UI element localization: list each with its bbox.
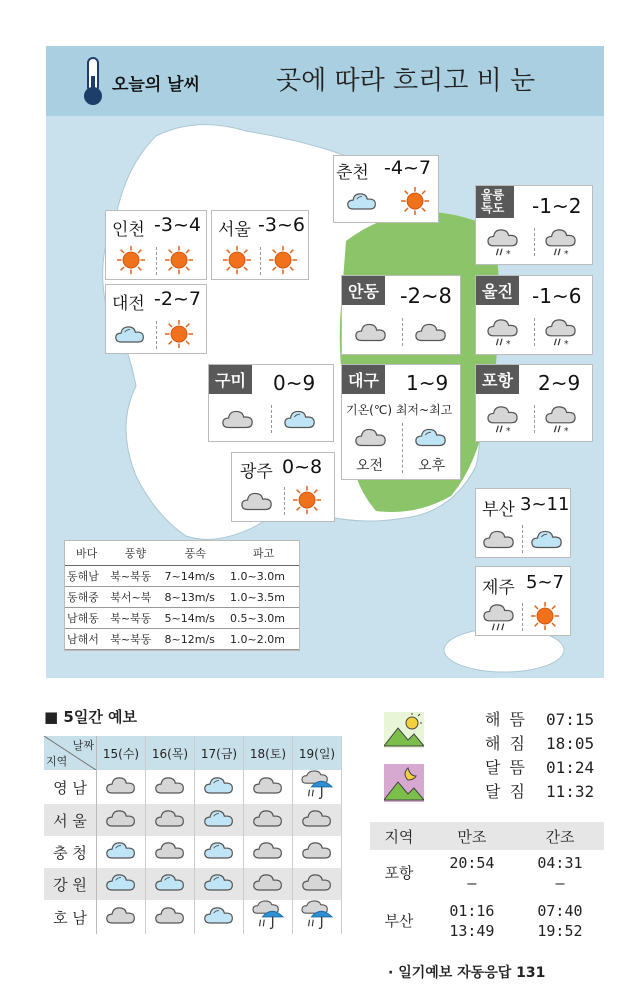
high-time-1: 01:16	[449, 902, 495, 920]
forecast-day: 17(금)	[195, 736, 244, 770]
cloud-icon	[244, 770, 293, 804]
sea-table-header	[65, 541, 299, 566]
rain-snow-icon	[486, 318, 520, 348]
cloud-icon	[354, 425, 388, 449]
forecast-row	[44, 868, 342, 900]
sun-icon	[164, 319, 194, 349]
low-time-1: 07:40	[537, 902, 583, 920]
cloud-light-icon	[114, 323, 146, 345]
city-card-gwangju	[231, 452, 335, 522]
low-time-2: –	[555, 874, 565, 892]
city-card-pohang	[475, 364, 593, 442]
sea-cell: 북~북동	[108, 629, 162, 650]
city-temp: -2~7	[154, 288, 201, 310]
cloud-icon	[97, 804, 146, 836]
sea-cell: 0.5~3.0m	[228, 608, 299, 629]
table-row	[65, 629, 299, 650]
city-name: 서울	[218, 220, 251, 240]
sea-col-header: 풍속	[163, 541, 228, 566]
city-card-andong	[341, 275, 461, 355]
sun-icon	[292, 485, 322, 515]
forecast-region: 강 원	[44, 868, 97, 900]
thermometer-icon	[80, 56, 106, 108]
cloud-icon	[244, 804, 293, 836]
high-time-1: 20:54	[449, 854, 495, 872]
city-temp: -1~2	[532, 194, 582, 218]
city-name: 울진	[476, 276, 519, 305]
low-time-1: 04:31	[537, 854, 583, 872]
time-label: 달 뜸	[485, 758, 527, 777]
sea-cell: 북서~북	[108, 587, 162, 608]
cloud-icon	[293, 836, 342, 868]
cloud-rain-umbrella-icon	[293, 770, 342, 804]
am-label: 오전	[356, 458, 384, 474]
time-value: 11:32	[546, 782, 595, 801]
rain-snow-icon	[486, 405, 520, 435]
tide-col-header: 만조	[428, 822, 516, 850]
sea-col-header: 파고	[228, 541, 299, 566]
forecast-header-row	[44, 736, 342, 770]
forecast-region: 서 울	[44, 804, 97, 836]
sunset-row	[466, 732, 616, 756]
sea-cell: 북~북동	[108, 566, 162, 587]
cloud-icon	[146, 804, 195, 836]
rain-snow-icon	[544, 318, 578, 348]
moonrise-mountain-icon	[384, 764, 424, 802]
city-card-daegu	[341, 364, 461, 480]
sun-icon	[400, 186, 430, 216]
cloud-light-icon	[97, 836, 146, 868]
cloud-light-icon	[195, 900, 244, 934]
sea-cell: 동해중	[65, 587, 108, 608]
sea-cell: 7~14m/s	[163, 566, 228, 587]
corner-date-label: 날짜	[72, 739, 94, 752]
city-name: 포항	[476, 365, 519, 394]
cloud-light-icon	[346, 190, 378, 212]
city-name: 춘천	[336, 163, 369, 183]
five-day-forecast-table	[44, 736, 342, 934]
city-temp: -1~6	[532, 284, 582, 308]
sea-cell: 1.0~3.0m	[228, 566, 299, 587]
sea-cell: 1.0~3.5m	[228, 587, 299, 608]
table-row	[65, 566, 299, 587]
sun-icon	[116, 245, 146, 275]
city-name: 대전	[112, 294, 145, 314]
city-card-uljin	[475, 275, 593, 355]
cloud-light-icon	[414, 425, 448, 449]
cloud-light-icon	[97, 868, 146, 900]
rain-snow-icon	[544, 228, 578, 258]
cloud-icon	[482, 527, 516, 551]
forecast-corner	[44, 736, 97, 770]
forecast-title: ■ 5일간 예보	[44, 708, 138, 726]
forecast-day: 15(수)	[97, 736, 146, 770]
tide-low	[516, 896, 604, 946]
forecast-region: 충 청	[44, 836, 97, 868]
city-temp: 0~9	[273, 371, 316, 395]
tide-location: 포항	[384, 864, 414, 882]
city-name: 대구	[342, 365, 385, 394]
sea-cell: 북~북동	[108, 608, 162, 629]
city-name: 광주	[240, 462, 273, 482]
tide-low	[516, 850, 604, 896]
cloud-light-icon	[146, 868, 195, 900]
sea-cell: 남해동	[65, 608, 108, 629]
cloud-icon	[354, 320, 388, 344]
tide-high	[428, 850, 516, 896]
sea-cell: 8~13m/s	[163, 587, 228, 608]
time-value: 18:05	[546, 734, 595, 753]
rain-snow-icon	[486, 228, 520, 258]
weather-summary: 곳에 따라 흐리고 비 눈	[276, 66, 536, 96]
table-row	[65, 587, 299, 608]
city-name: 인천	[112, 220, 145, 240]
cloud-light-icon	[195, 836, 244, 868]
forecast-day: 16(목)	[146, 736, 195, 770]
sun-icon	[222, 245, 252, 275]
time-label: 해 짐	[485, 734, 527, 753]
sun-icon	[268, 245, 298, 275]
cloud-icon	[97, 770, 146, 804]
city-temp: 3~11	[520, 494, 570, 515]
cloud-rain-umbrella-icon	[244, 900, 293, 934]
forecast-day: 19(일)	[293, 736, 342, 770]
sun-icon	[164, 245, 194, 275]
sea-col-header: 풍향	[108, 541, 162, 566]
city-temp: 2~9	[538, 371, 581, 395]
cloud-icon	[414, 320, 448, 344]
city-temp: 5~7	[526, 572, 564, 593]
city-card-incheon	[105, 210, 207, 280]
city-temp: 0~8	[282, 456, 323, 478]
moonset-row	[466, 780, 616, 804]
sun-moon-times	[466, 708, 616, 804]
cloud-light-icon	[195, 868, 244, 900]
city-card-seoul	[211, 210, 309, 280]
table-row	[370, 896, 604, 946]
sun-icon	[530, 601, 560, 631]
cloud-icon	[293, 868, 342, 900]
city-card-busan	[475, 488, 571, 558]
forecast-region: 호 남	[44, 900, 97, 934]
high-time-2: 13:49	[449, 922, 495, 940]
sea-cell: 8~12m/s	[163, 629, 228, 650]
tide-header-row	[370, 822, 604, 850]
city-card-daejeon	[105, 284, 207, 354]
time-value: 01:24	[546, 758, 595, 777]
city-temp: 1~9	[406, 371, 449, 395]
rain-snow-icon	[544, 405, 578, 435]
forecast-row	[44, 770, 342, 804]
cloud-icon	[240, 489, 274, 513]
time-label: 해 뜸	[485, 710, 527, 729]
daegu-legend: 기온(℃) 최저~최고	[346, 403, 453, 417]
low-time-2: 19:52	[537, 922, 583, 940]
time-value: 07:15	[546, 710, 595, 729]
cloud-icon	[244, 836, 293, 868]
city-card-chuncheon	[333, 155, 439, 223]
pm-label: 오후	[418, 458, 446, 474]
cloud-rain-umbrella-icon	[293, 900, 342, 934]
city-card-ulleung	[475, 185, 593, 265]
cloud-icon	[293, 804, 342, 836]
time-label: 달 짐	[485, 782, 527, 801]
cloud-icon	[97, 900, 146, 934]
corner-region-label: 지역	[46, 755, 68, 768]
high-time-2: –	[467, 874, 477, 892]
cloud-icon	[244, 868, 293, 900]
cloud-light-icon	[195, 770, 244, 804]
forecast-row	[44, 804, 342, 836]
forecast-region: 영 남	[44, 770, 97, 804]
cloud-icon	[146, 770, 195, 804]
city-temp: -2~8	[400, 284, 452, 308]
tide-col-header: 간조	[516, 822, 604, 850]
table-row	[370, 850, 604, 896]
cloud-icon	[146, 900, 195, 934]
today-weather-title: 오늘의 날씨	[112, 75, 201, 95]
cloud-light-icon	[195, 804, 244, 836]
city-card-jeju	[475, 566, 571, 636]
moonrise-row	[466, 756, 616, 780]
sunrise-row	[466, 708, 616, 732]
table-row	[65, 608, 299, 629]
sunrise-mountain-icon	[384, 712, 424, 748]
sea-condition-table	[64, 540, 300, 651]
forecast-row	[44, 900, 342, 934]
weather-hotline: · 일기예보 자동응답 131	[388, 965, 546, 981]
city-name: 구미	[209, 365, 252, 394]
city-name: 안동	[342, 276, 385, 305]
forecast-row	[44, 836, 342, 868]
city-card-gumi	[208, 364, 334, 442]
forecast-day: 18(토)	[244, 736, 293, 770]
tide-high	[428, 896, 516, 946]
city-temp: -4~7	[384, 157, 431, 179]
city-temp: -3~4	[154, 214, 201, 236]
sea-cell: 1.0~2.0m	[228, 629, 299, 650]
sea-cell: 5~14m/s	[163, 608, 228, 629]
city-name: 제주	[482, 578, 515, 598]
rain-icon	[482, 603, 516, 633]
city-temp: -3~6	[258, 214, 305, 236]
cloud-icon	[146, 836, 195, 868]
sea-cell: 남해서	[65, 629, 108, 650]
tide-table	[370, 822, 604, 946]
cloud-icon	[221, 407, 255, 431]
city-name: 울릉 독도	[476, 186, 514, 218]
tide-location: 부산	[384, 912, 414, 930]
sea-col-header: 바다	[65, 541, 108, 566]
tide-col-header: 지역	[370, 822, 428, 850]
city-name: 부산	[482, 500, 515, 520]
cloud-light-icon	[530, 527, 564, 551]
sea-cell: 동해남	[65, 566, 108, 587]
cloud-light-icon	[283, 407, 317, 431]
